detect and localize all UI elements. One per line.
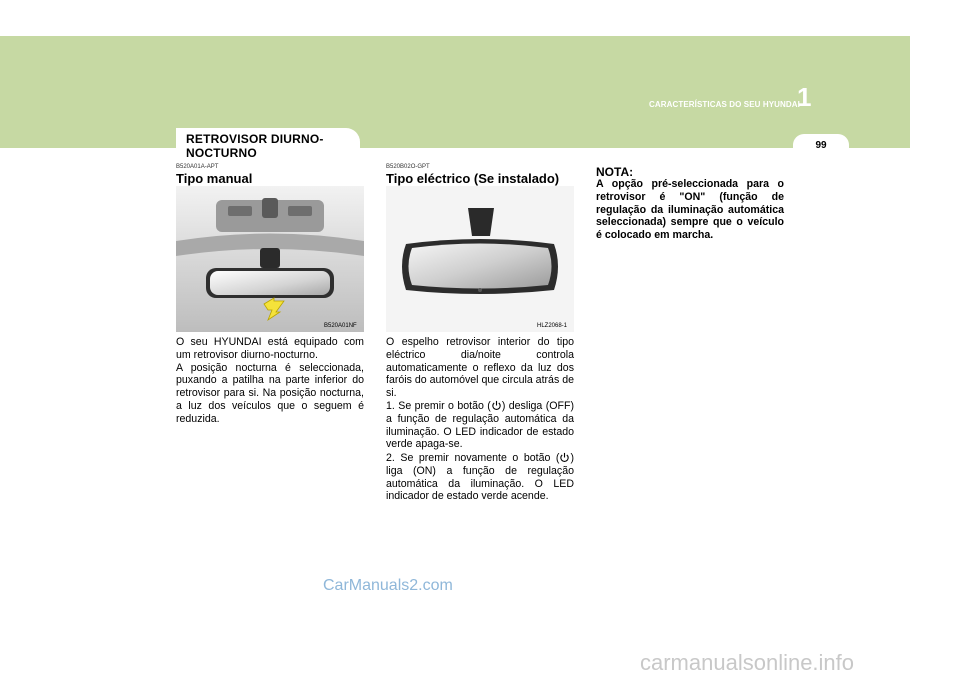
electric-code: B520B02O-GPT [386, 164, 430, 170]
manual-paragraph-2: A posição nocturna é seleccionada, puxando a patilha na parte inferior do retrovisor para si. Na posição nocturna, a luz dos veículos que o seguem é reduzida. [176, 361, 364, 425]
manual-paragraph-1: O seu HYUNDAI está equipado com um retrovisor diurno-nocturno. [176, 336, 364, 361]
section-title [186, 132, 324, 160]
power-button-icon [491, 400, 502, 411]
note-title: NOTA: [596, 165, 634, 179]
electric-mirror-photo [386, 186, 574, 332]
watermark-link-left[interactable]: CarManuals2.com [323, 577, 453, 594]
watermark-link-right[interactable]: carmanualsonline.info [640, 650, 855, 675]
electric-heading: Tipo eléctrico (Se instalado) [386, 171, 560, 186]
page-number: 99 [815, 140, 827, 151]
electric-image-id: HLZ2068-1 [537, 323, 568, 329]
note-text: A opção pré-seleccionada para o retrovisor é "ON" (função de regulação da iluminação automática seleccionada) sempre que o veículo é colocado em marcha. [596, 178, 784, 242]
electric-item-1-suffix: ) desliga (OFF) a função de regulação automática da iluminação. O LED indicador de estado verde apaga-se. [386, 400, 574, 451]
electric-item-1-prefix: 1. Se premir o botão ( [386, 400, 491, 412]
chapter-label: CARACTERÍSTICAS DO SEU HYUNDAI [648, 100, 800, 109]
manual-image-id: B520A01NF [324, 323, 357, 329]
manual-mirror-illustration [176, 186, 364, 332]
electric-item-2 [386, 452, 574, 503]
electric-item-1 [386, 400, 574, 451]
manual-mirror-photo [176, 186, 364, 332]
chapter-number: 1 [797, 82, 812, 112]
manual-code: B520A01A-APT [176, 164, 219, 170]
section-title-line2: NOCTURNO [186, 146, 257, 160]
electric-mirror-illustration [386, 186, 574, 332]
power-button-icon [559, 452, 570, 463]
manual-description [176, 336, 364, 426]
section-title-line1: RETROVISOR DIURNO- [186, 132, 324, 146]
electric-item-2-suffix: ) liga (ON) a função de regulação automática da iluminação. O LED indicador de estado verde acende. [386, 452, 574, 503]
electric-paragraph: O espelho retrovisor interior do tipo eléctrico dia/noite controla automaticamente o reflexo da luz dos faróis do automóvel que circula atrás de si. [386, 336, 574, 400]
electric-item-2-prefix: 2. Se premir novamente o botão ( [386, 452, 560, 464]
header-band [0, 36, 910, 148]
manual-heading: Tipo manual [176, 171, 253, 186]
